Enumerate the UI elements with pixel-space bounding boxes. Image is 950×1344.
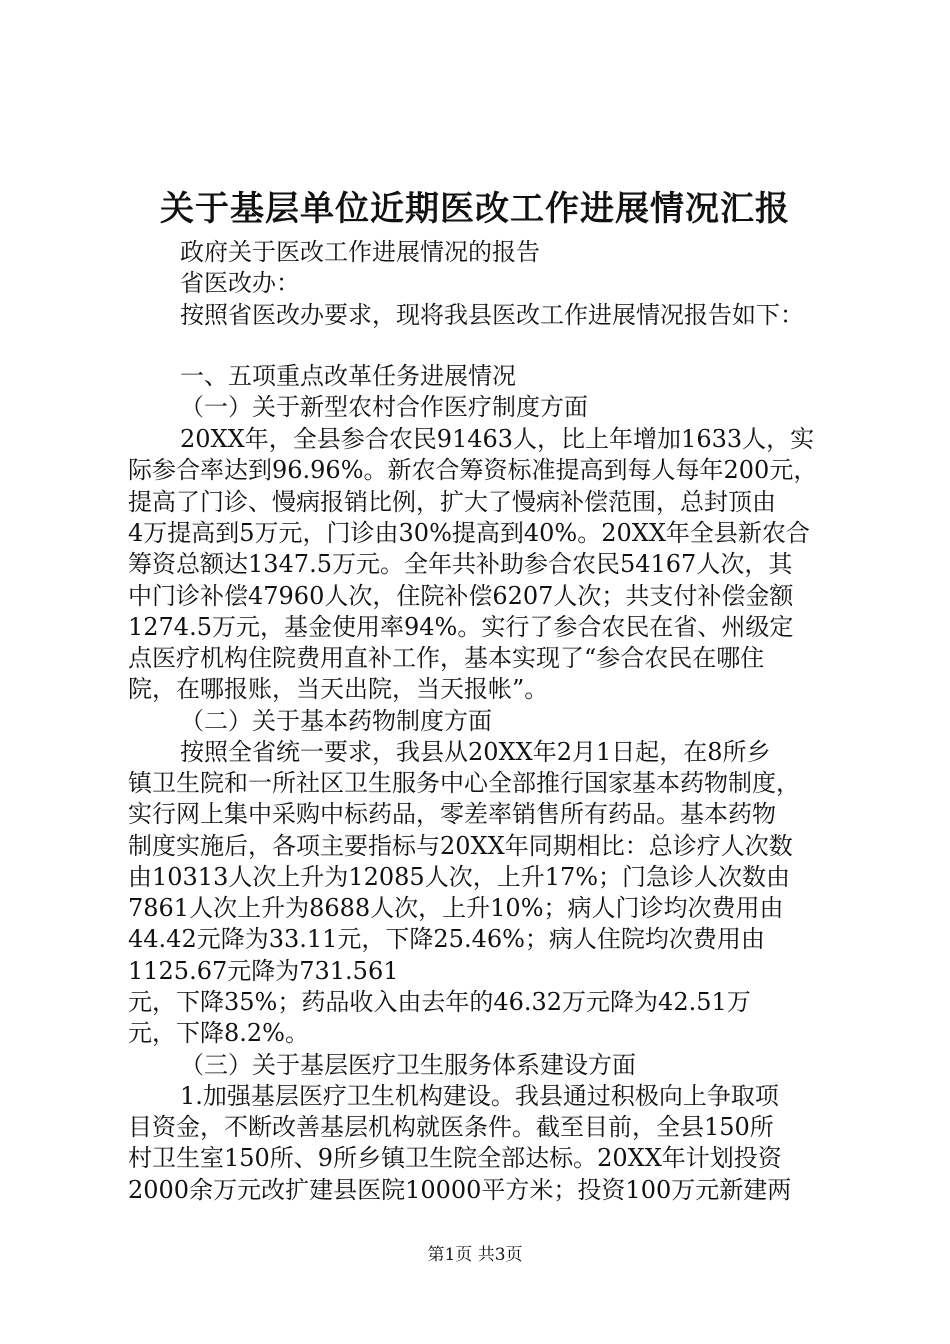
document-title: 关于基层单位近期医改工作进展情况汇报 xyxy=(160,189,790,229)
paragraph-line: 制度实施后，各项主要指标与20XX年同期相比：总诊疗人次数 xyxy=(128,832,793,860)
paragraph-line: 1274.5万元，基金使用率94%。实行了参合农民在省、州级定 xyxy=(128,613,794,641)
paragraph-line: 院，在哪报账，当天出院，当天报帐”。 xyxy=(128,675,549,703)
subsection-heading: （一）关于新型农村合作医疗制度方面 xyxy=(180,393,588,421)
paragraph-line: 村卫生室150所、9所乡镇卫生院全部达标。20XX年计划投资 xyxy=(128,1144,782,1172)
section-heading: 一、五项重点改革任务进展情况 xyxy=(180,362,516,390)
paragraph-line: 44.42元降为33.11元，下降25.46%；病人住院均次费用由 xyxy=(128,925,765,953)
paragraph-line: 1125.67元降为731.561 xyxy=(128,957,399,985)
paragraph-line: 镇卫生院和一所社区卫生服务中心全部推行国家基本药物制度， xyxy=(128,769,800,797)
paragraph-line: 筹资总额达1347.5万元。全年共补助参合农民54167人次，其 xyxy=(128,550,793,578)
page-footer: 第1页 共3页 xyxy=(427,1245,523,1265)
paragraph-line: 中门诊补偿47960人次，住院补偿6207人次；共支付补偿金额 xyxy=(128,582,794,610)
intro-line: 按照省医改办要求，现将我县医改工作进展情况报告如下： xyxy=(180,301,804,329)
paragraph-line: 实行网上集中采购中标药品，零差率销售所有药品。基本药物 xyxy=(128,800,776,828)
paragraph-line: 元，下降35%；药品收入由去年的46.32万元降为42.51万 xyxy=(128,988,751,1016)
paragraph-line: 1.加强基层医疗卫生机构建设。我县通过积极向上争取项 xyxy=(180,1082,779,1110)
paragraph-line: 4万提高到5万元，门诊由30%提高到40%。20XX年全县新农合 xyxy=(128,519,810,547)
subsection-heading: （二）关于基本药物制度方面 xyxy=(180,707,492,735)
paragraph-line: 目资金，不断改善基层机构就医条件。截至目前，全县150所 xyxy=(128,1113,774,1141)
paragraph-line: 7861人次上升为8688人次，上升10%；病人门诊均次费用由 xyxy=(128,894,784,922)
paragraph-line: 由10313人次上升为12085人次，上升17%；门急诊人次数由 xyxy=(128,863,791,891)
paragraph-line: 提高了门诊、慢病报销比例，扩大了慢病补偿范围，总封顶由 xyxy=(128,488,776,516)
recipient-line: 省医改办： xyxy=(180,269,300,297)
paragraph-line: 20XX年，全县参合农民91463人，比上年增加1633人，实 xyxy=(180,425,815,453)
subtitle-line: 政府关于医改工作进展情况的报告 xyxy=(180,238,540,266)
paragraph-line: 点医疗机构住院费用直补工作，基本实现了“参合农民在哪住 xyxy=(128,644,765,672)
subsection-heading: （三）关于基层医疗卫生服务体系建设方面 xyxy=(180,1051,636,1079)
paragraph-line: 2000余万元改扩建县医院10000平方米；投资100万元新建两 xyxy=(128,1176,792,1204)
paragraph-line: 元，下降8.2%。 xyxy=(128,1019,309,1047)
paragraph-line: 际参合率达到96.96%。新农合筹资标准提高到每人每年200元， xyxy=(128,456,818,484)
paragraph-line: 按照全省统一要求，我县从20XX年2月1日起，在8所乡 xyxy=(180,738,771,766)
